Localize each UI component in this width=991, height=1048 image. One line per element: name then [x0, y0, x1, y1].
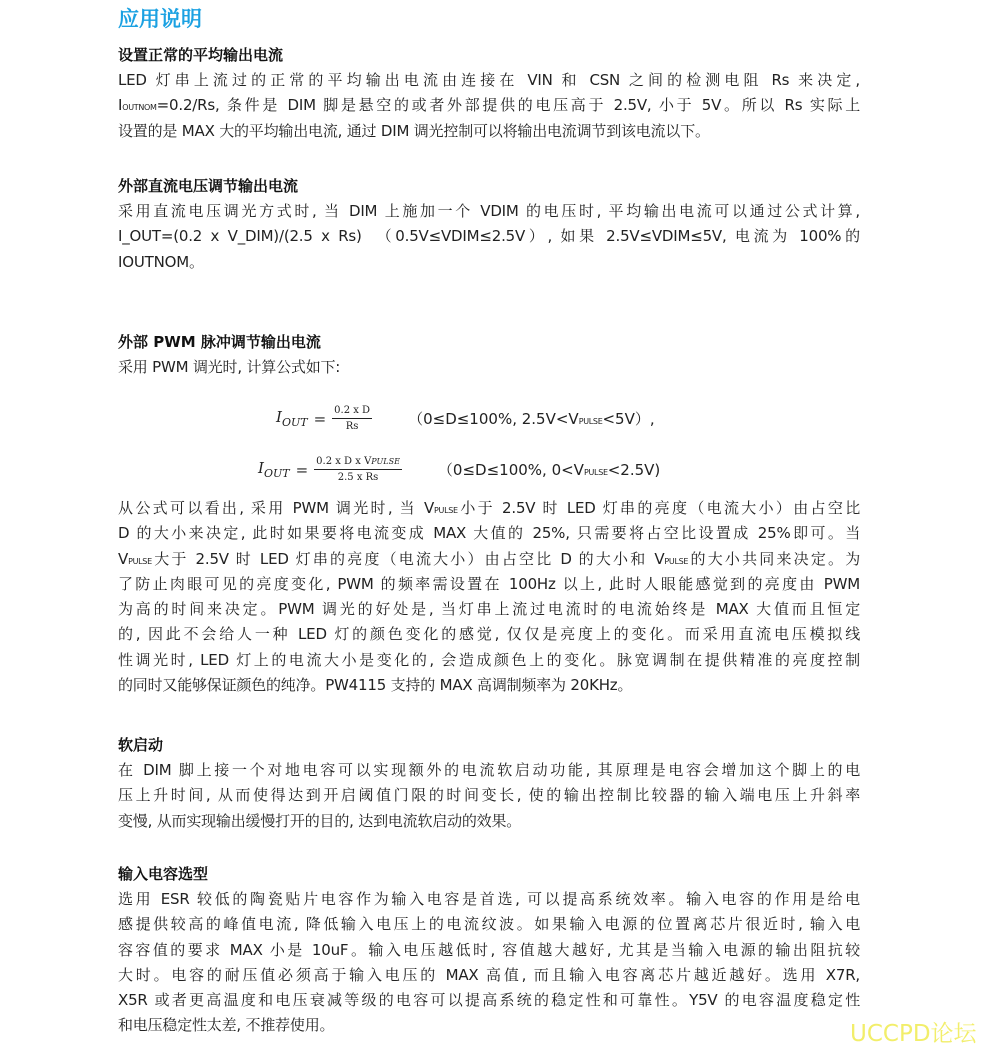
text-line — [118, 809, 860, 834]
num-sub: PULSE — [371, 457, 400, 466]
text-segment: 大于 2.5V 时 LED 灯串的亮度（电流大小）由占空比 D 的大小和 V — [151, 549, 665, 568]
text-segment: 小于 2.5V 时 LED 灯串的亮度（电流大小）由占空比 — [457, 499, 860, 517]
section-dc-dimming — [118, 173, 860, 275]
num-text: 0.2 x D x V — [316, 456, 372, 467]
text-segment: 的同时又能够保证颜色的纯净。PW4115 支持的 MAX 高调制频率为 20KHz。 — [118, 676, 633, 695]
text-segment: =0.2/Rs, 条件是 DIM 脚是悬空的或者外部提供的电压高于 2.5V, 小于 5V。所以 Rs 实际上 — [156, 96, 860, 115]
section-input-capacitor — [118, 861, 860, 1039]
watermark: UCCPD论坛 — [850, 1021, 977, 1047]
text-segment: 采用 PWM 调光时, 计算公式如下: — [118, 358, 341, 376]
text-line — [118, 224, 860, 249]
text-segment: 为高的时间来决定。PWM 调光的好处是, 当灯串上流过电流时的电流始终是 MAX 大值而且恒定 — [118, 600, 860, 619]
text-line — [118, 988, 860, 1013]
section-soft-start — [118, 732, 860, 834]
subscript: PULSE — [434, 506, 458, 515]
text-line — [118, 496, 860, 521]
text-line — [118, 912, 860, 937]
section-heading: 输入电容选型 — [118, 865, 209, 883]
section-set-current — [118, 42, 860, 144]
cond-pre: （0≤D≤100%, 2.5V<V — [408, 410, 579, 428]
text-segment: 压上升时间, 从而使得达到开启阈值门限的时间变长, 使的输出控制比较器的输入端电压上升斜率 — [118, 786, 860, 805]
cond-sub: PULSE — [578, 417, 603, 426]
text-line — [118, 963, 860, 988]
text-segment: I_OUT=(0.2 x V_DIM)/(2.5 x Rs) （0.5V≤VDIM≤2.5V）, 如果 2.5V≤VDIM≤5V, 电流为 100%的 — [118, 227, 860, 246]
text-segment: 的, 因此不会给人一种 LED 灯的颜色变化的感觉, 仅仅是亮度上的变化。而采用直流电压模拟线 — [118, 625, 860, 644]
formula-denominator: 2.5 x Rs — [337, 472, 379, 483]
text-segment: 选用 ESR 较低的陶瓷贴片电容作为输入电容是首选, 可以提高系统效率。输入电容的作用是给电 — [118, 890, 860, 908]
text-line — [118, 199, 860, 224]
section-heading: 软启动 — [118, 736, 164, 754]
text-segment: 性调光时, LED 灯上的电流大小是变化的, 会造成颜色上的变化。脉宽调制在提供精准的亮度控制 — [118, 650, 860, 669]
subscript: OUTNOM — [122, 103, 157, 113]
text-line — [118, 250, 860, 275]
formula-lhs — [258, 459, 290, 480]
cond-sub: PULSE — [583, 468, 608, 477]
text-segment: X5R 或者更高温度和电压衰减等级的电容可以提高系统的稳定性和可靠性。Y5V 的电容温度稳定性 — [118, 991, 860, 1010]
formula-sub: OUT — [263, 467, 290, 480]
text-line — [118, 1013, 860, 1038]
text-segment: 从公式可以看出, 采用 PWM 调光时, 当 V — [118, 499, 435, 517]
text-segment: 和电压稳定性太差, 不推荐使用。 — [118, 1016, 335, 1035]
section-pwm-dimming — [118, 329, 860, 380]
section-pwm-explanation — [118, 496, 860, 698]
text-line — [118, 673, 860, 698]
formula-var: I — [258, 459, 264, 477]
text-line — [118, 938, 860, 963]
formula-1 — [276, 405, 655, 432]
text-segment: 大时。电容的耐压值必须高于输入电压的 MAX 高值, 而且输入电容离芯片越近越好。选用 X7R, — [118, 965, 860, 984]
text-segment: 在 DIM 脚上接一个对地电容可以实现额外的电流软启动功能, 其原理是电容会增加这个脚上的电 — [118, 761, 860, 779]
formula-condition — [438, 459, 660, 480]
text-line — [118, 597, 860, 622]
text-line — [118, 355, 860, 380]
formula-fraction — [314, 456, 402, 483]
formula-condition — [408, 408, 655, 429]
text-segment: 了防止肉眼可见的亮度变化, PWM 的频率需设置在 100Hz 以上, 此时人眼能感觉到的亮度由 PWM — [118, 574, 860, 593]
section-heading: 外部 PWM 脉冲调节输出电流 — [118, 333, 321, 351]
text-segment: V — [118, 549, 129, 568]
text-line — [118, 93, 860, 118]
formula-2 — [258, 456, 660, 483]
text-segment: IOUTNOM。 — [118, 252, 204, 271]
text-segment: 感提供较高的峰值电流, 降低输入电压上的电流纹波。如果输入电源的位置离芯片很近时, 输入电 — [118, 915, 860, 934]
section-heading: 外部直流电压调节输出电流 — [118, 177, 299, 195]
formula-eq: = — [295, 460, 309, 479]
text-line — [118, 521, 860, 546]
text-segment: 采用直流电压调光方式时, 当 DIM 上施加一个 VDIM 的电压时, 平均输出电流可以通过公式计算, — [118, 202, 860, 220]
text-line — [118, 887, 860, 912]
text-line — [118, 547, 860, 572]
text-segment: 变慢, 从而实现输出缓慢打开的目的, 达到电流软启动的效果。 — [118, 811, 522, 830]
formula-lhs — [276, 408, 308, 429]
text-segment: I — [118, 96, 123, 115]
text-line — [118, 783, 860, 808]
text-line — [118, 68, 860, 93]
subscript: PULSE — [128, 556, 152, 566]
formula-sub: OUT — [281, 416, 308, 429]
formula-numerator — [314, 456, 402, 470]
cond-post: <2.5V) — [607, 461, 661, 479]
text-segment: D 的大小来决定, 此时如果要将电流变成 MAX 大值的 25%, 只需要将占空比设置成 25%即可。当 — [118, 524, 860, 543]
text-segment: LED 灯串上流过的正常的平均输出电流由连接在 VIN 和 CSN 之间的检测电阻 Rs 来决定, — [118, 71, 860, 89]
formula-eq: = — [313, 409, 327, 428]
subscript: PULSE — [664, 556, 689, 566]
page-title: 应用说明 — [118, 7, 202, 31]
formula-numerator: 0.2 x D — [332, 405, 372, 419]
text-line — [118, 648, 860, 673]
formula-fraction — [332, 405, 372, 432]
text-line — [118, 622, 860, 647]
text-line — [118, 119, 860, 144]
text-segment: 的大小共同来决定。为 — [688, 549, 860, 568]
cond-pre: （0≤D≤100%, 0<V — [437, 461, 584, 479]
text-segment: 容容值的要求 MAX 小是 10uF。输入电压越低时, 容值越大越好, 尤其是当输入电源的输出阻抗较 — [118, 940, 860, 959]
formula-var: I — [276, 408, 282, 426]
formula-denominator: Rs — [345, 421, 359, 432]
cond-post: <5V）, — [602, 410, 655, 428]
text-line — [118, 572, 860, 597]
text-line — [118, 758, 860, 783]
text-segment: 设置的是 MAX 大的平均输出电流, 通过 DIM 调光控制可以将输出电流调节到该电流以下。 — [118, 121, 710, 140]
section-heading: 设置正常的平均输出电流 — [118, 46, 284, 64]
